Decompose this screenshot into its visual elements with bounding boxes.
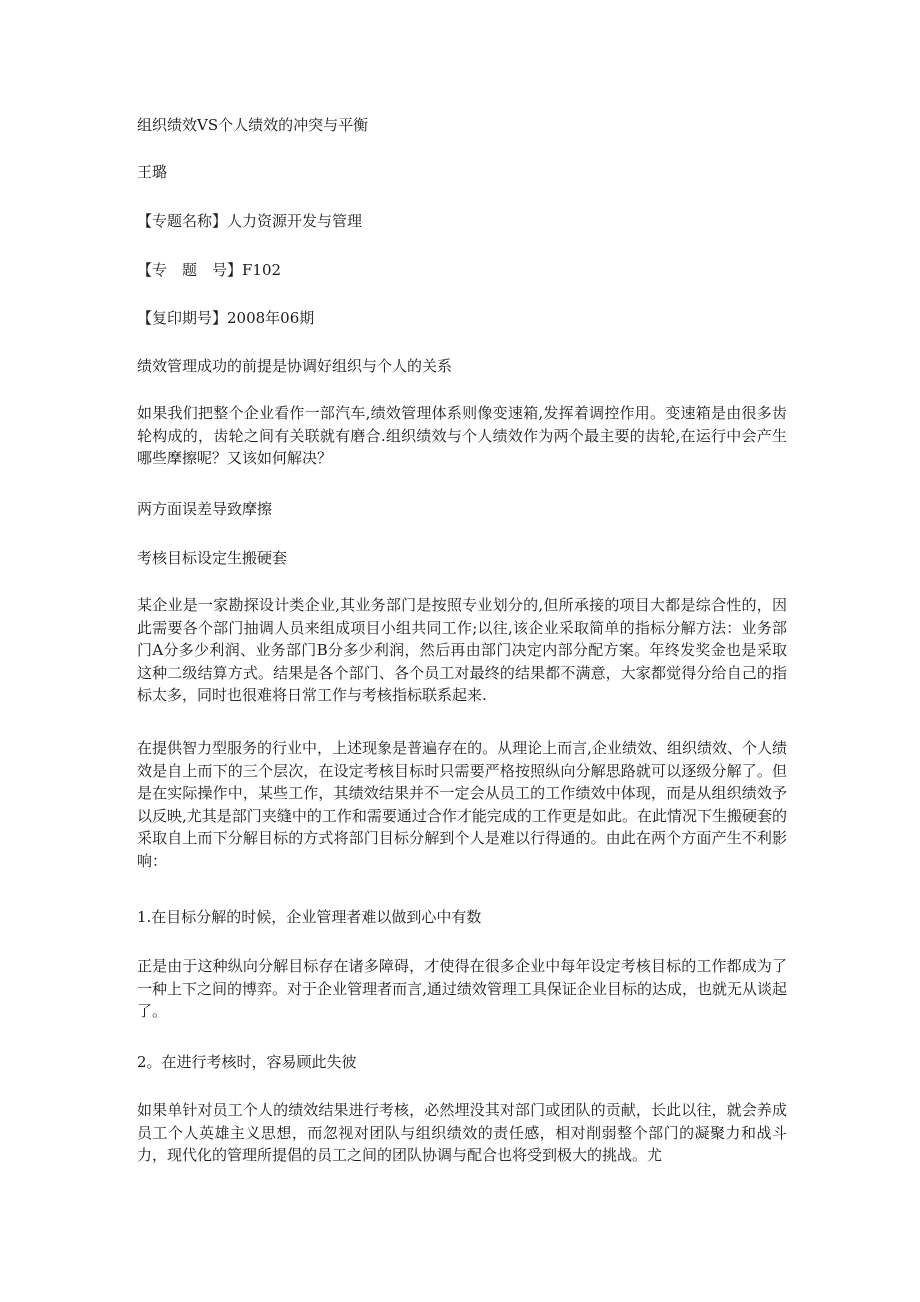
section-heading-target: 考核目标设定生搬硬套 xyxy=(137,549,288,567)
topic-name: 【专题名称】人力资源开发与管理 xyxy=(137,212,363,230)
section-heading-intro: 绩效管理成功的前提是协调好组织与个人的关系 xyxy=(137,357,453,375)
paragraph-analysis: 在提供智力型服务的行业中，上述现象是普遍存在的。从理论上而言,企业绩效、组织绩效、个人绩效是自上而下的三个层次，在设定考核目标时只需要严格按照纵向分解思路就可以逐级分解了。但是在实际操作中，某些工作，其绩效结果并不一定会从员工的工作绩效中体现，而是从组织绩效予以反映,尤其是部门夹缝中的工作和需要通过合作才能完成的工作更是如此。在此情况下生搬硬套的采取自上而下分解目标的方式将部门目标分解到个人是难以行得通的。由此在两个方面产生不利影响： xyxy=(137,739,787,870)
point-1-heading: 1.在目标分解的时候，企业管理者难以做到心中有数 xyxy=(137,908,482,926)
paragraph-intro: 如果我们把整个企业看作一部汽车,绩效管理体系则像变速箱,发挥着调控作用。变速箱是由很多齿轮构成的，齿轮之间有关联就有磨合.组织绩效与个人绩效作为两个最主要的齿轮,在运行中会产生哪些摩擦呢？又该如何解决？ xyxy=(137,404,787,467)
reprint-issue: 【复印期号】2008年06期 xyxy=(137,309,315,327)
section-heading-friction: 两方面误差导致摩擦 xyxy=(137,500,273,518)
paragraph-case: 某企业是一家勘探设计类企业,其业务部门是按照专业划分的,但所承接的项目大都是综合性的，因此需要各个部门抽调人员来组成项目小组共同工作;以往,该企业采取简单的指标分解方法：业务部门A分多少利润、业务部门B分多少利润，然后再由部门决定内部分配方案。年终发奖金也是采取这种二级结算方式。结果是各个部门、各个员工对最终的结果都不满意，大家都觉得分给自己的指标太多，同时也很难将日常工作与考核指标联系起来. xyxy=(137,596,787,704)
topic-number: 【专 题 号】F102 xyxy=(137,261,282,279)
paragraph-point-1: 正是由于这种纵向分解目标存在诸多障碍，才使得在很多企业中每年设定考核目标的工作都成为了一种上下之间的博弈。对于企业管理者而言,通过绩效管理工具保证企业目标的达成，也就无从谈起了。 xyxy=(137,957,787,1020)
paragraph-point-2: 如果单针对员工个人的绩效结果进行考核，必然埋没其对部门或团队的贡献，长此以往，就会养成员工个人英雄主义思想，而忽视对团队与组织绩效的责任感，相对削弱整个部门的凝聚力和战斗力，现代化的管理所提倡的员工之间的团队协调与配合也将受到极大的挑战。尤 xyxy=(137,1101,787,1164)
point-2-heading: 2。在进行考核时，容易顾此失彼 xyxy=(137,1053,357,1071)
author-name: 王璐 xyxy=(137,163,168,181)
document-title: 组织绩效VS个人绩效的冲突与平衡 xyxy=(137,116,369,134)
